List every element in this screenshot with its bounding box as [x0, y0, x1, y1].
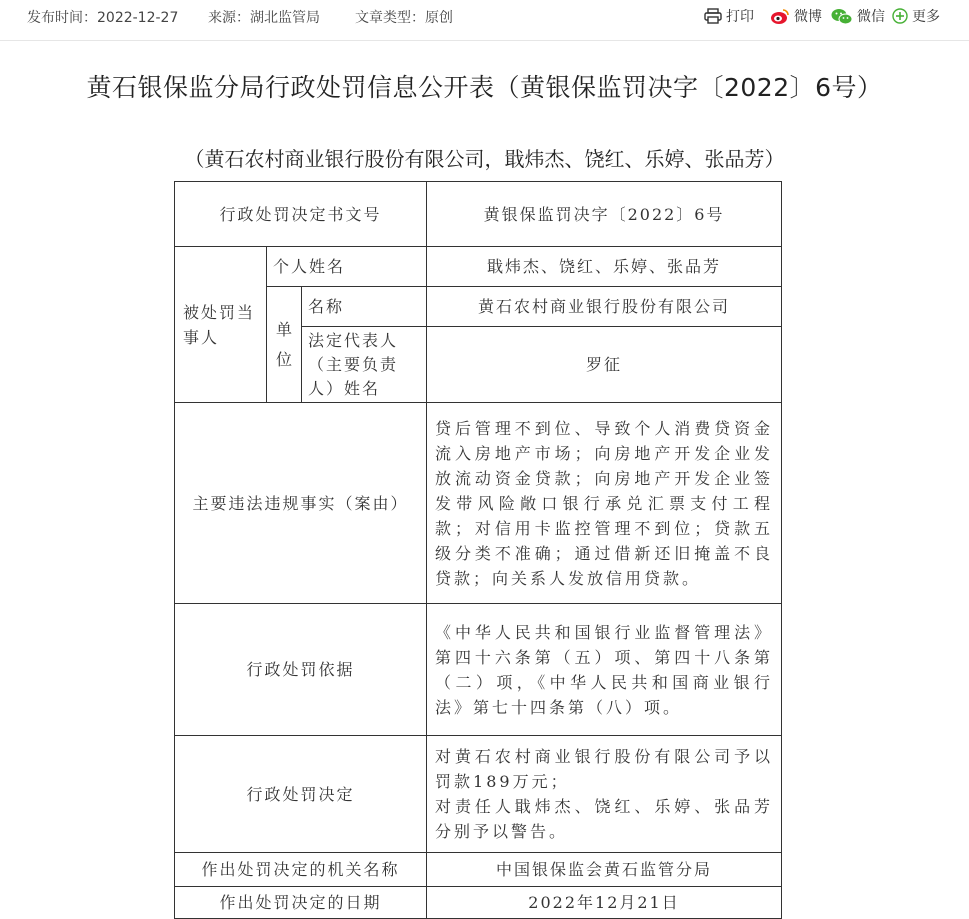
publish-time-value: 2022-12-27 [97, 10, 179, 26]
legal-rep-label: 法定代表人（主要负责人）姓名 [302, 327, 427, 403]
decision-value [427, 736, 782, 853]
page-title: 黄石银保监分局行政处罚信息公开表（黄银保监罚决字〔2022〕6号） [86, 73, 883, 102]
wechat-icon [831, 8, 853, 25]
decision-label: 行政处罚决定 [175, 736, 427, 853]
table-row [175, 853, 782, 887]
legal-rep-value: 罗征 [427, 327, 782, 403]
table-row [175, 887, 782, 919]
page-subtitle: （黄石农村商业银行股份有限公司，戢炜杰、饶红、乐婷、张品芳） [184, 147, 785, 171]
table-row [175, 287, 782, 327]
printer-icon [704, 8, 722, 24]
facts-value: 贷后管理不到位、导致个人消费贷资金流入房地产市场；向房地产开发企业发放流动资金贷款；向房地产开发企业签发带风险敞口银行承兑汇票支付工程款；对信用卡监控管理不到位；贷款五级分类不准确；通过借新还旧掩盖不良贷款；向关系人发放信用贷款。 [427, 403, 782, 604]
penalty-info-table [174, 181, 782, 919]
article-type [355, 7, 453, 27]
wechat-share-button[interactable] [831, 6, 885, 26]
source-label: 来源： [208, 10, 250, 26]
source-value: 湖北监管局 [250, 10, 320, 26]
authority-value: 中国银保监会黄石监管分局 [427, 853, 782, 887]
weibo-share-button[interactable] [770, 6, 822, 26]
authority-label: 作出处罚决定的机关名称 [175, 853, 427, 887]
date-label: 作出处罚决定的日期 [175, 887, 427, 919]
weibo-icon [770, 8, 790, 25]
article-type-value: 原创 [425, 10, 453, 26]
weibo-label: 微博 [794, 9, 822, 25]
source [208, 7, 320, 27]
article-type-label: 文章类型： [355, 10, 425, 26]
doc-no-label: 行政处罚决定书文号 [175, 182, 427, 247]
decision-line-2: 对责任人戢炜杰、饶红、乐婷、张品芳分别予以警告。 [435, 797, 774, 841]
unit-name-label: 名称 [302, 287, 427, 327]
unit-label: 单位 [267, 287, 302, 403]
party-label: 被处罚当事人 [175, 247, 267, 403]
unit-name-value: 黄石农村商业银行股份有限公司 [427, 287, 782, 327]
basis-label: 行政处罚依据 [175, 604, 427, 736]
date-value: 2022年12月21日 [427, 887, 782, 919]
table-row [175, 182, 782, 247]
table-row [175, 403, 782, 604]
wechat-label: 微信 [857, 9, 885, 25]
publish-time-label: 发布时间： [27, 10, 97, 26]
person-names-value: 戢炜杰、饶红、乐婷、张品芳 [427, 247, 782, 287]
more-label: 更多 [912, 9, 940, 25]
table-row [175, 247, 782, 287]
print-label: 打印 [726, 9, 754, 25]
doc-no-value: 黄银保监罚决字〔2022〕6号 [427, 182, 782, 247]
person-name-label: 个人姓名 [267, 247, 427, 287]
print-button[interactable] [704, 6, 754, 26]
table-row [175, 736, 782, 853]
publish-time [27, 7, 178, 27]
article-meta-bar [0, 0, 969, 41]
facts-label: 主要违法违规事实（案由） [175, 403, 427, 604]
plus-circle-icon [892, 8, 908, 24]
table-row [175, 604, 782, 736]
more-share-button[interactable] [892, 6, 940, 26]
decision-line-1: 对黄石农村商业银行股份有限公司予以罚款189万元； [435, 747, 774, 791]
basis-value: 《中华人民共和国银行业监督管理法》第四十六条第（五）项、第四十八条第（二）项，《中华人民共和国商业银行法》第七十四条第（八）项。 [427, 604, 782, 736]
